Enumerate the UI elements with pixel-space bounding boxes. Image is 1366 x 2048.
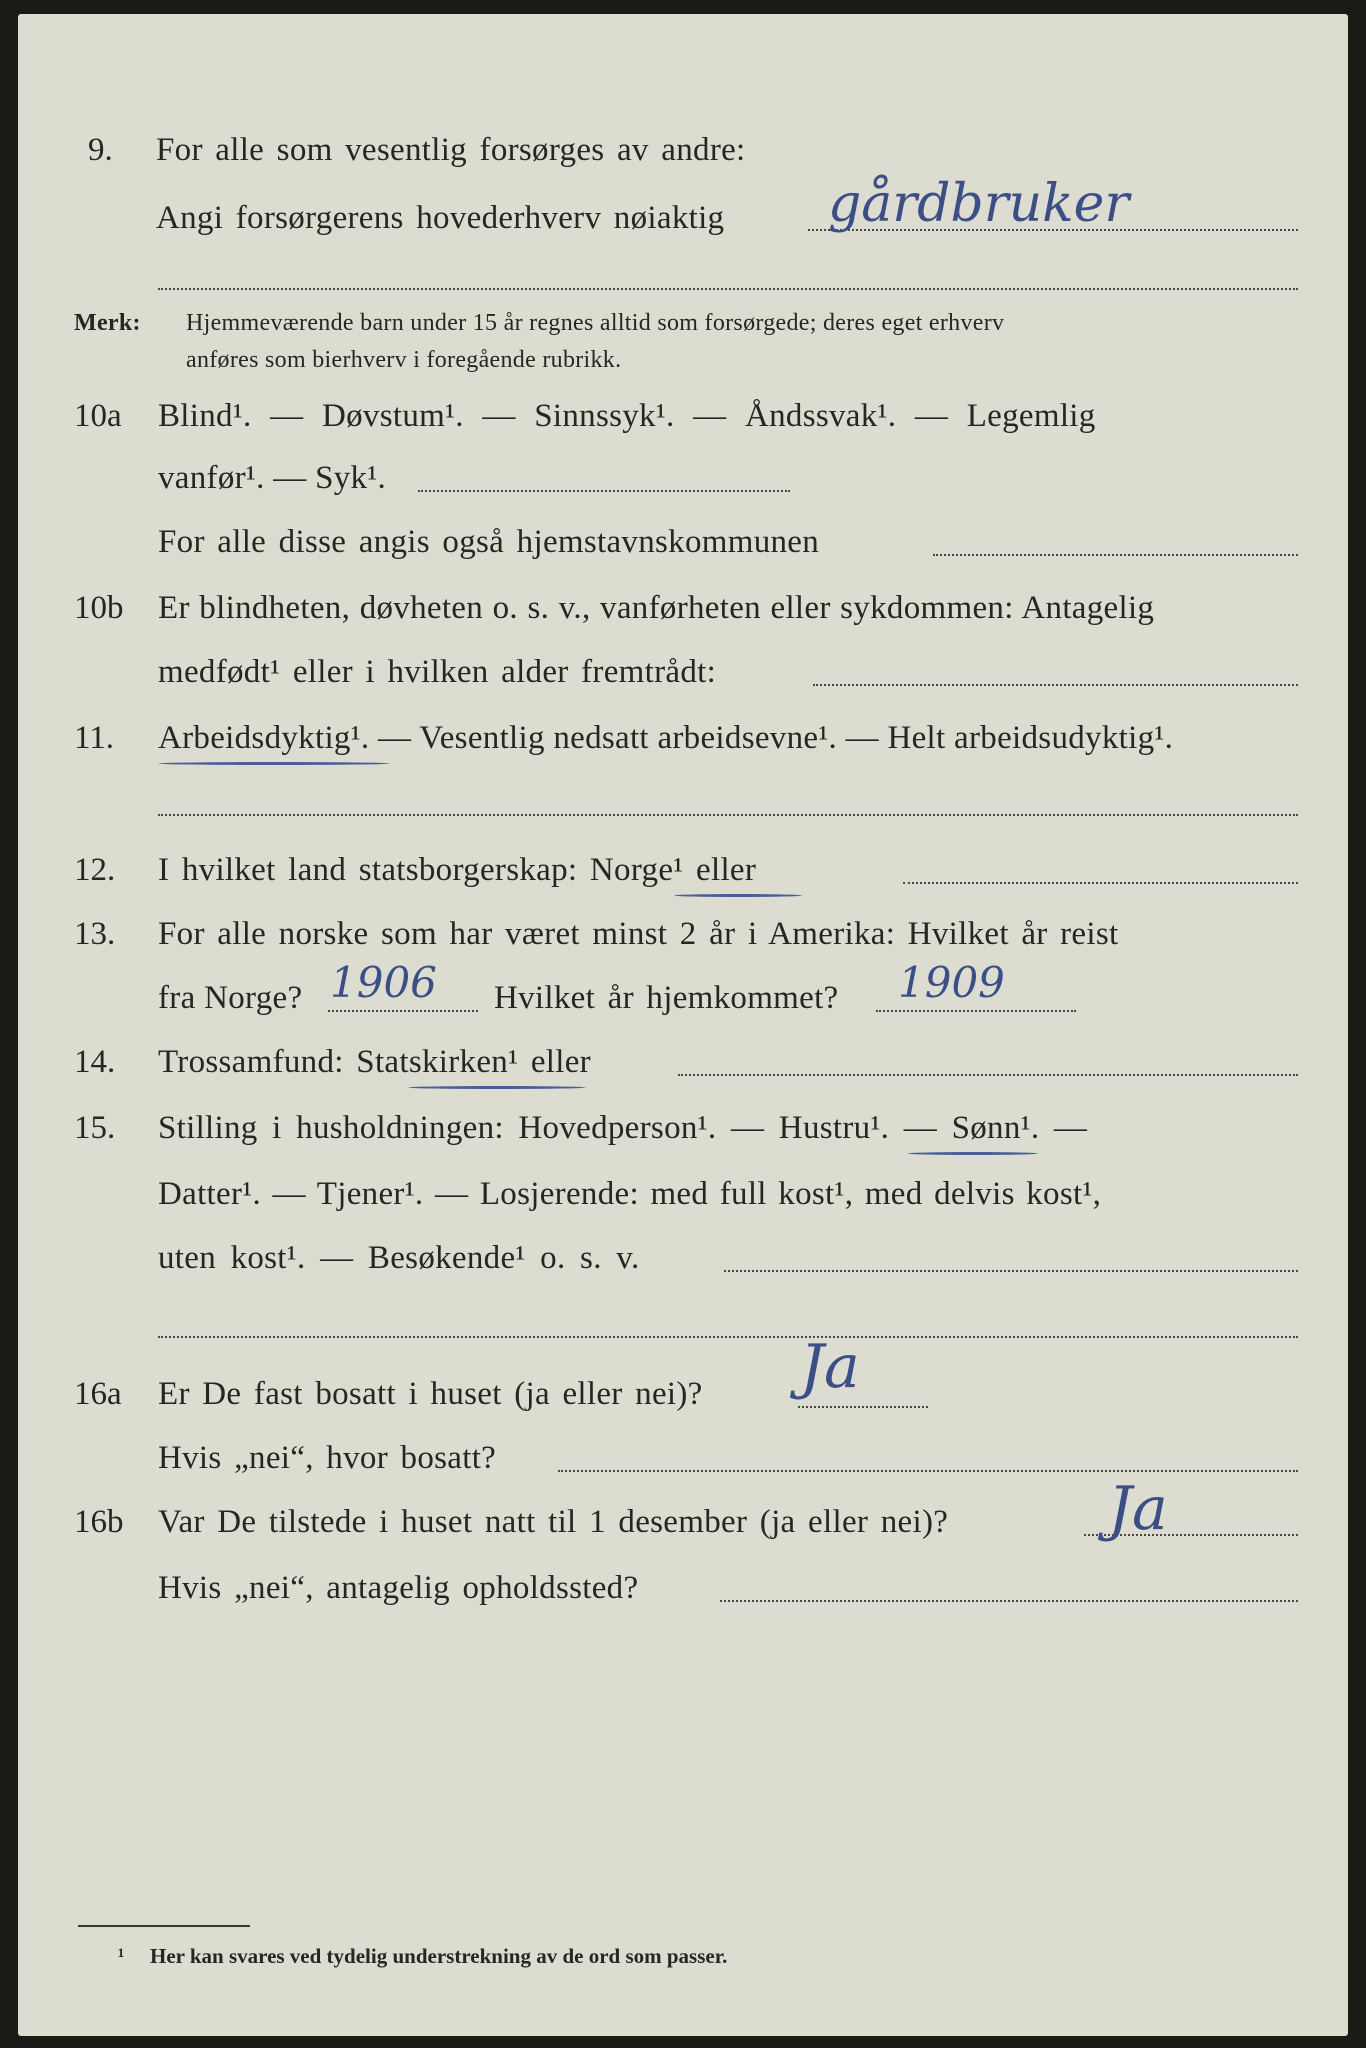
q10a-line2: vanfør¹. — Syk¹. [158, 460, 387, 496]
q16b-number: 16b [74, 1504, 124, 1540]
q16a-line1: Er De fast bosatt i huset (ja eller nei)? [158, 1376, 703, 1412]
q11-number: 11. [74, 720, 115, 756]
q10a-answer-line [418, 490, 790, 492]
q13-returned-line [876, 1010, 1076, 1012]
q14-answer-line [678, 1074, 1298, 1076]
q11-underline [158, 762, 390, 765]
q16b-answer-line-2 [720, 1600, 1298, 1602]
q16a-answer-line-2 [558, 1470, 1298, 1472]
q15-line3: uten kost¹. — Besøkende¹ o. s. v. [158, 1240, 640, 1276]
q16b-handwritten-answer: Ja [1108, 1474, 1168, 1544]
q12-line1: I hvilket land statsborgerskap: Norge¹ eller [158, 852, 757, 888]
q10a-line1: Blind¹. — Døvstum¹. — Sinnssyk¹. — Åndssvak¹. — Legemlig [158, 398, 1096, 434]
q9-answer-line-2 [158, 288, 1298, 290]
q16b-line1: Var De tilstede i huset natt til 1 desember (ja eller nei)? [158, 1504, 949, 1540]
q14-underline [408, 1086, 586, 1089]
q13-line2a: fra Norge? [158, 980, 303, 1016]
q10b-answer-line [813, 684, 1298, 686]
q12-answer-line [903, 882, 1298, 884]
merk-line1: Hjemmeværende barn under 15 år regnes alltid som forsørgede; deres eget erhverv [186, 310, 1005, 336]
q11-answer-line [158, 814, 1298, 816]
q14-line1: Trossamfund: Statskirken¹ eller [158, 1044, 591, 1080]
q13-handwritten-returned: 1909 [898, 958, 1005, 1007]
q10b-line2: medfødt¹ eller i hvilken alder fremtrådt: [158, 654, 717, 690]
q13-line2b: Hvilket år hjemkommet? [494, 980, 839, 1016]
q13-handwritten-emigrated: 1906 [330, 958, 437, 1007]
q16a-handwritten-answer: Ja [800, 1332, 860, 1402]
q10b-line1: Er blindheten, døvheten o. s. v., vanførheten eller sykdommen: Antagelig [158, 590, 1155, 626]
q10b-number: 10b [74, 590, 124, 626]
merk-line2: anføres som bierhverv i foregående rubrikk. [186, 347, 622, 373]
q11-line1: Arbeidsdyktig¹. — Vesentlig nedsatt arbeidsevne¹. — Helt arbeidsudyktig¹. [158, 720, 1174, 756]
footnote-text: Her kan svares ved tydelig understrekning av de ord som passer. [150, 1944, 728, 1968]
q13-emigrated-line [328, 1010, 478, 1012]
q10a-line3: For alle disse angis også hjemstavnskommunen [158, 524, 820, 560]
footnote-mark: ¹ [118, 1944, 125, 1968]
q15-answer-line-2 [158, 1336, 1298, 1338]
q14-number: 14. [74, 1044, 116, 1080]
q9-line2: Angi forsørgerens hovederhverv nøiaktig [156, 200, 725, 236]
q15-answer-line [724, 1270, 1298, 1272]
q12-underline [674, 894, 802, 897]
q10a-number: 10a [74, 398, 122, 434]
q15-line2: Datter¹. — Tjener¹. — Losjerende: med full kost¹, med delvis kost¹, [158, 1176, 1102, 1212]
q15-underline [908, 1152, 1038, 1155]
q13-line1: For alle norske som har været minst 2 år i Amerika: Hvilket år reist [158, 916, 1119, 952]
merk-label: Merk: [74, 310, 141, 336]
q13-number: 13. [74, 916, 116, 952]
census-form-page [18, 14, 1348, 2036]
q16a-line2: Hvis „nei“, hvor bosatt? [158, 1440, 497, 1476]
q9-number: 9. [88, 132, 113, 168]
q10a-answer-line-2 [933, 554, 1298, 556]
q16a-answer-line [798, 1406, 928, 1408]
q9-handwritten-answer: gårdbruker [828, 174, 1130, 234]
q9-line1: For alle som vesentlig forsørges av andre: [156, 132, 746, 168]
q16a-number: 16a [74, 1376, 122, 1412]
q15-number: 15. [74, 1110, 116, 1146]
q16b-line2: Hvis „nei“, antagelig opholdssted? [158, 1570, 639, 1606]
footnote-rule [78, 1925, 250, 1927]
q15-line1: Stilling i husholdningen: Hovedperson¹. — Hustru¹. — Sønn¹. — [158, 1110, 1088, 1146]
q12-number: 12. [74, 852, 116, 888]
